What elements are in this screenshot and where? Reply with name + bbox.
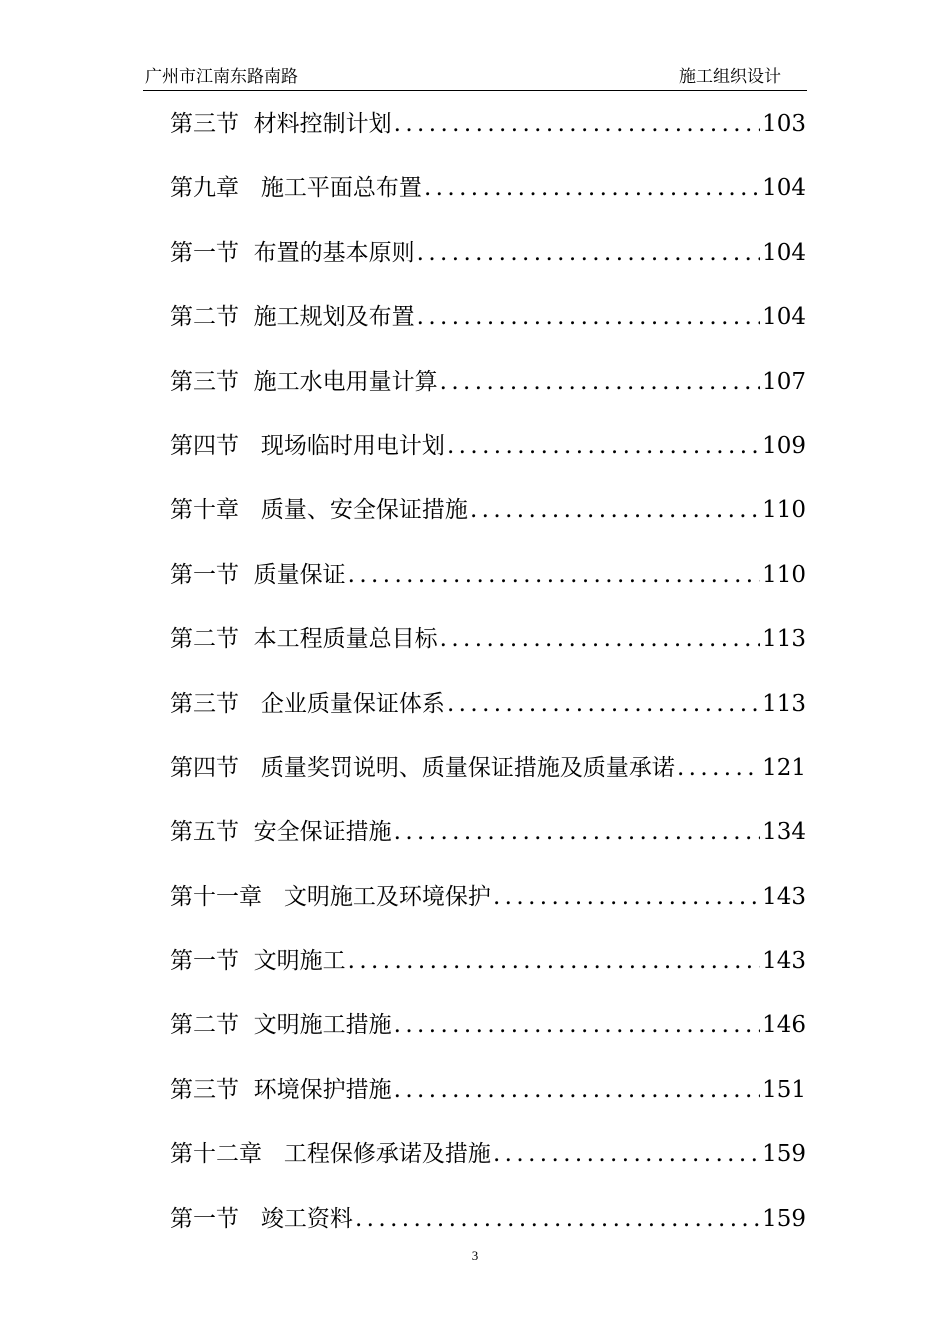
toc-entry[interactable] [170, 285, 806, 349]
toc-entry-label: 第五节 安全保证措施 [170, 819, 392, 846]
toc-entry[interactable] [170, 414, 806, 478]
toc-entry-label: 第三节 环境保护措施 [170, 1076, 392, 1103]
page-number: 3 [471, 1248, 479, 1263]
toc-entry[interactable] [170, 92, 806, 156]
toc-entry-page: 113 [762, 690, 806, 717]
toc-entry-label: 第一节 文明施工 [170, 948, 346, 975]
toc-dot-leader [392, 92, 760, 156]
toc-entry-page: 104 [762, 175, 806, 202]
toc-entry-label: 第一节 布置的基本原则 [170, 239, 415, 266]
toc-dot-leader [491, 1122, 760, 1186]
toc-entry-page: 143 [762, 948, 806, 975]
toc-dot-leader [415, 221, 760, 285]
toc-entry-page: 110 [762, 497, 806, 524]
toc-entry-page: 107 [762, 368, 806, 395]
toc-dot-leader [346, 543, 760, 607]
toc-entry-label: 第三节 材料控制计划 [170, 111, 392, 137]
toc-entry-label: 第二节 文明施工措施 [170, 1012, 392, 1039]
toc-entry[interactable] [170, 350, 806, 414]
toc-entry-page: 109 [762, 432, 806, 459]
toc-entry[interactable] [170, 156, 806, 220]
toc-entry-label: 第四节 现场临时用电计划 [170, 432, 445, 459]
toc-dot-leader [422, 156, 760, 220]
toc-entry-label: 第四节 质量奖罚说明、质量保证措施及质量承诺 [170, 754, 675, 781]
toc-dot-leader [491, 865, 760, 929]
toc-dot-leader [346, 929, 760, 993]
toc-entry-page: 134 [762, 819, 806, 846]
toc-entry-label: 第二节 施工规划及布置 [170, 304, 415, 331]
toc-entry-label: 第十章 质量、安全保证措施 [170, 497, 468, 524]
toc-entry[interactable] [170, 800, 806, 864]
toc-dot-leader [392, 800, 760, 864]
toc-entry[interactable] [170, 1058, 806, 1122]
toc-entry[interactable] [170, 1122, 806, 1186]
toc-entry-label: 第三节 企业质量保证体系 [170, 690, 445, 717]
toc-dot-leader [445, 672, 760, 736]
toc-entry[interactable] [170, 736, 806, 800]
table-of-contents [170, 92, 806, 1251]
toc-entry-page: 104 [762, 239, 806, 266]
toc-entry-label: 第十二章 工程保修承诺及措施 [170, 1141, 491, 1168]
toc-entry-page: 110 [762, 561, 806, 588]
toc-dot-leader [675, 736, 760, 800]
toc-dot-leader [438, 350, 760, 414]
toc-entry[interactable] [170, 478, 806, 542]
header-document-title: 施工组织设计 [679, 67, 781, 86]
toc-dot-leader [353, 1187, 760, 1251]
toc-entry-page: 159 [762, 1205, 806, 1232]
toc-entry-label: 第九章 施工平面总布置 [170, 175, 422, 202]
toc-entry-page: 151 [762, 1076, 806, 1103]
toc-entry-page: 159 [762, 1141, 806, 1168]
toc-entry[interactable] [170, 865, 806, 929]
toc-entry-page: 143 [762, 883, 806, 910]
toc-entry-label: 第一节 质量保证 [170, 561, 346, 588]
toc-entry-page: 146 [762, 1012, 806, 1039]
toc-entry[interactable] [170, 993, 806, 1057]
toc-entry-label: 第一节 竣工资料 [170, 1205, 353, 1232]
toc-entry[interactable] [170, 1187, 806, 1251]
toc-entry-page: 113 [762, 626, 806, 653]
toc-entry[interactable] [170, 607, 806, 671]
toc-entry-page: 103 [762, 111, 806, 137]
page-header [143, 64, 807, 91]
toc-dot-leader [438, 607, 760, 671]
toc-dot-leader [392, 993, 760, 1057]
toc-entry-label: 第三节 施工水电用量计算 [170, 368, 438, 395]
toc-entry[interactable] [170, 543, 806, 607]
toc-entry-label: 第十一章 文明施工及环境保护 [170, 883, 491, 910]
toc-entry-page: 104 [762, 304, 806, 331]
toc-entry-page: 121 [762, 754, 806, 781]
toc-entry-label: 第二节 本工程质量总目标 [170, 626, 438, 653]
toc-dot-leader [415, 285, 760, 349]
toc-entry[interactable] [170, 221, 806, 285]
toc-entry[interactable] [170, 672, 806, 736]
toc-entry[interactable] [170, 929, 806, 993]
toc-dot-leader [468, 478, 760, 542]
header-project-name: 广州市江南东路南路 [145, 67, 298, 86]
toc-dot-leader [445, 414, 760, 478]
toc-dot-leader [392, 1058, 760, 1122]
